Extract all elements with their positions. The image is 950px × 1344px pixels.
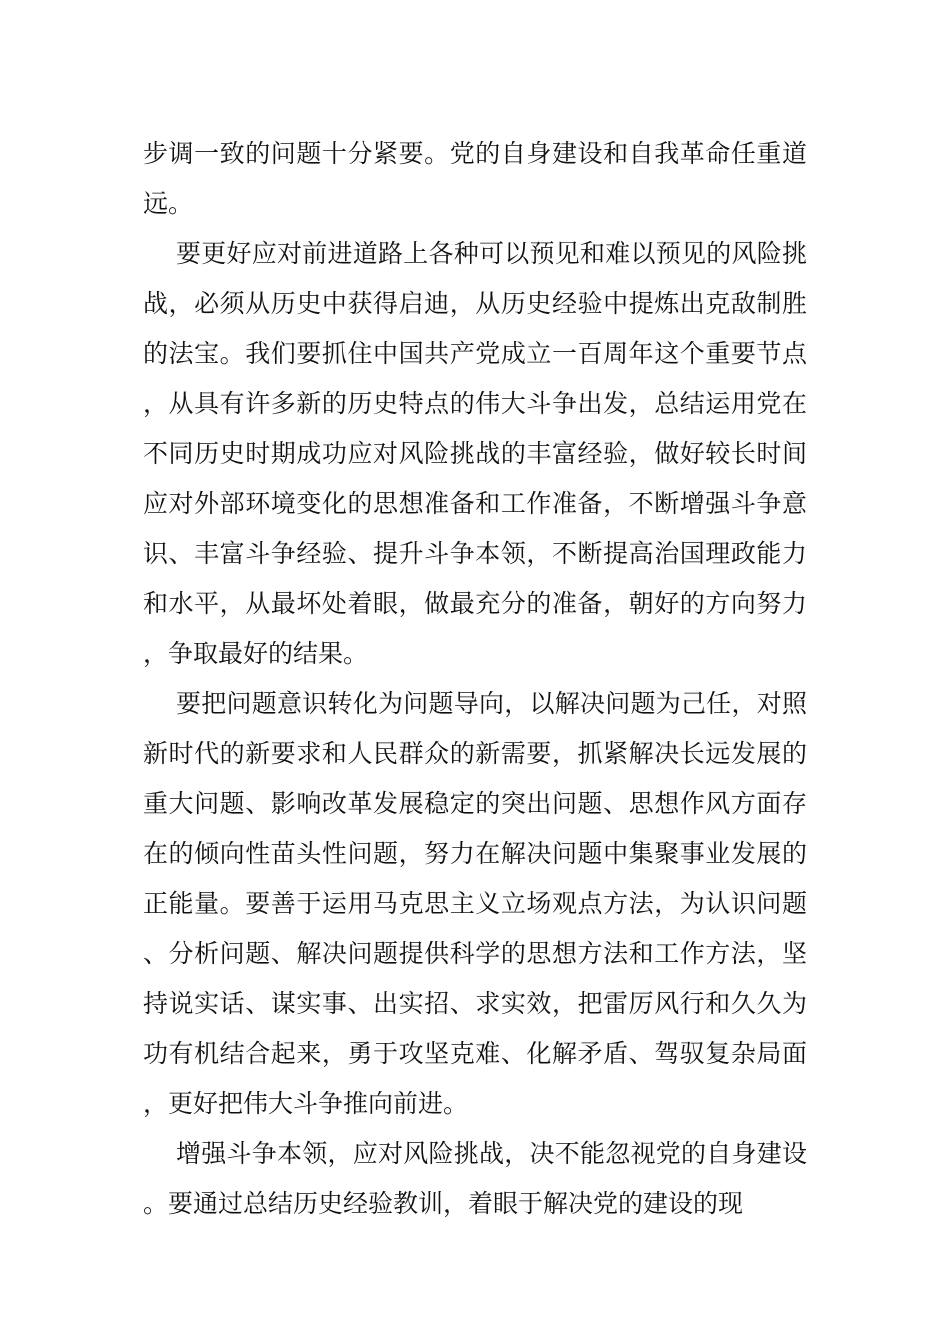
paragraph-problem-orientation: 要把问题意识转化为问题导向，以解决问题为己任，对照新时代的新要求和人民群众的新需要，抓紧解决长远发展的重大问题、影响改革发展稳定的突出问题、思想作风方面存在的倾向性苗头性问题，努力在解决问题中集聚事业发展的正能量。要善于运用马克思主义立场观点方法，为认识问题、分析问题、解决问题提供科学的思想方法和工作方法，坚持说实话、谋实事、出实招、求实效，把雷厉风行和久久为功有机结合起来，勇于攻坚克难、化解矛盾、驾驭复杂局面，更好把伟大斗争推向前进。 <box>143 689 807 1118</box>
document-body <box>143 129 807 1229</box>
paragraph-risk-challenges: 要更好应对前进道路上各种可以预见和难以预见的风险挑战，必须从历史中获得启迪，从历史经验中提炼出克敌制胜的法宝。我们要抓住中国共产党成立一百周年这个重要节点，从具有许多新的历史特点的伟大斗争出发，总结运用党在不同历史时期成功应对风险挑战的丰富经验，做好较长时间应对外部环境变化的思想准备和工作准备，不断增强斗争意识、丰富斗争经验、提升斗争本领，不断提高治国理政能力和水平，从最坏处着眼，做最充分的准备，朝好的方向努力，争取最好的结果。 <box>143 239 807 668</box>
paragraph-continuation: 步调一致的问题十分紧要。党的自身建设和自我革命任重道远。 <box>143 139 807 218</box>
paragraph-party-building: 增强斗争本领，应对风险挑战，决不能忽视党的自身建设。要通过总结历史经验教训，着眼于解决党的建设的现 <box>143 1139 807 1218</box>
